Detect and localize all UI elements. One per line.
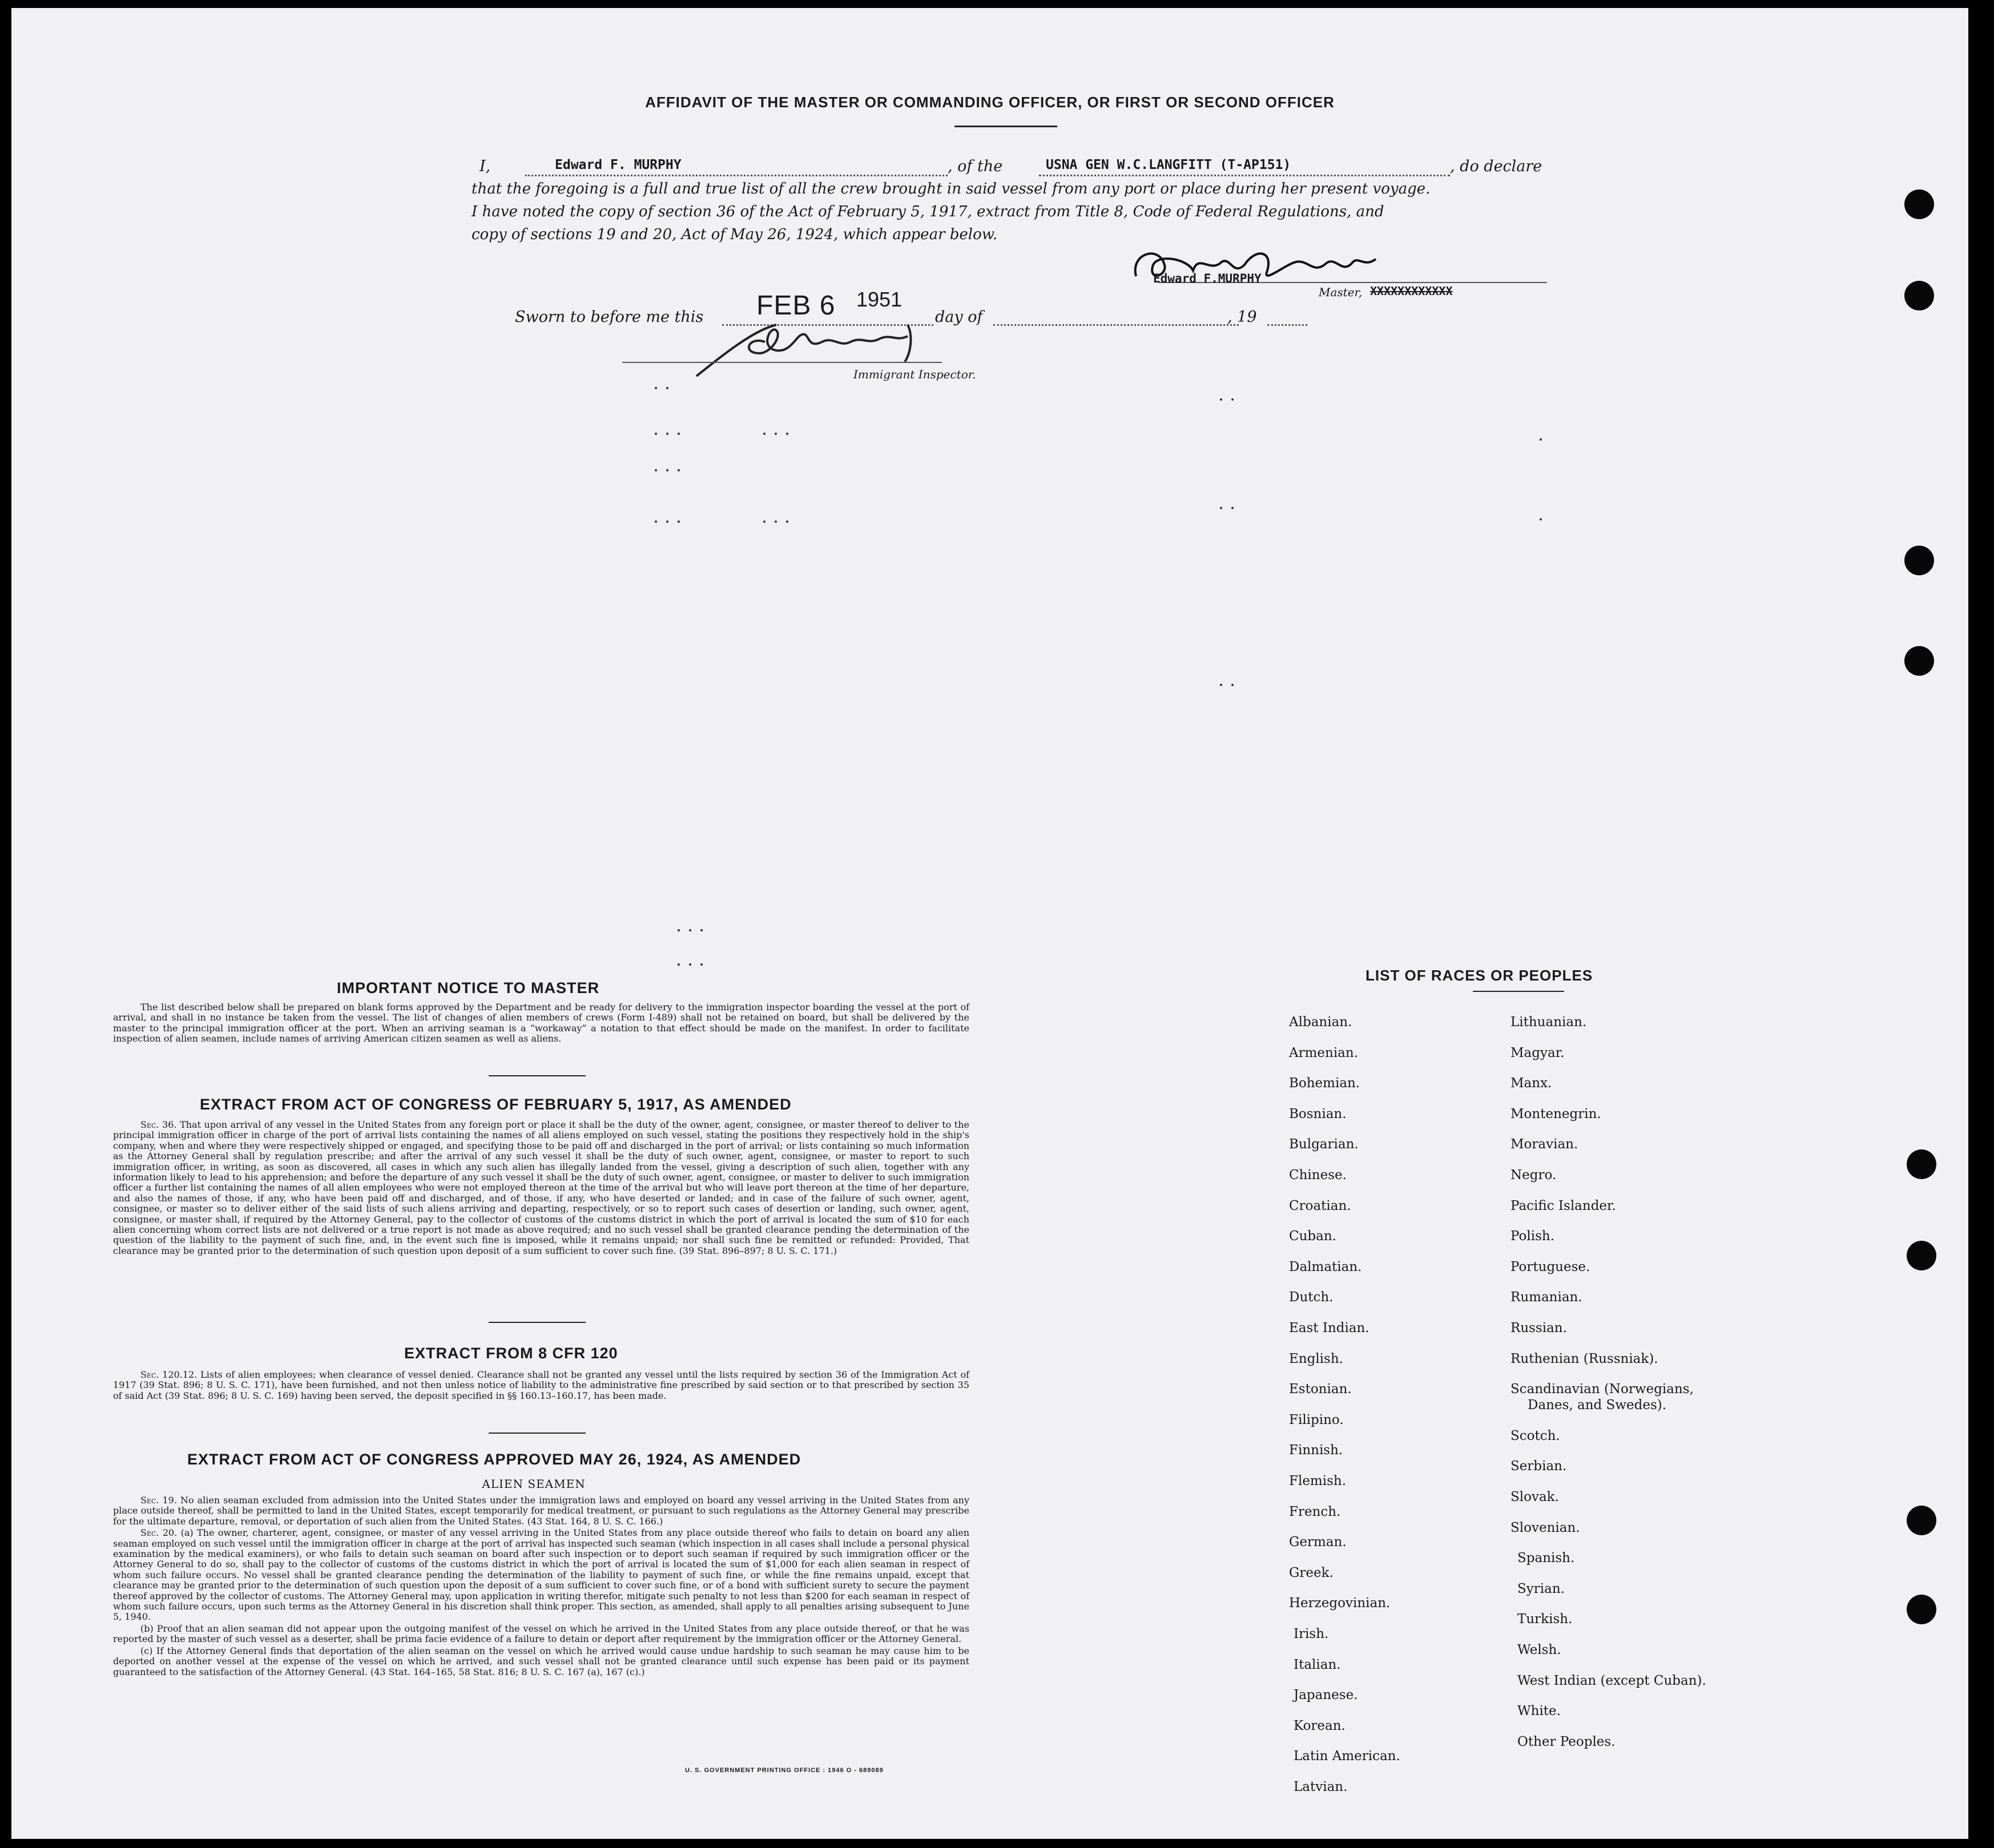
notice-paragraph: The list described below shall be prepared on blank forms approved by the Department and be ready for delivery to the immigration inspector boarding the vessel at the port of arrival, and shall in no instance be taken from the vessel. The list of changes of alien members of crews (Form I-489) shall not be retained on board, but shall be delivered by the master to the principal immigration officer at the port. When an arriving seaman is a “workaway” a notation to that effect should be made on the manifest. In order to facilitate inspection of alien seamen, include names of arriving American citizen seamen as well as aliens. bbox=[113, 1002, 969, 1044]
notice-body bbox=[113, 1002, 969, 1046]
mark bbox=[678, 469, 680, 471]
sec19-paragraph bbox=[113, 1495, 969, 1527]
alien-seamen-subtitle: ALIEN SEAMEN bbox=[482, 1477, 586, 1491]
race-right-item: Portuguese. bbox=[1510, 1259, 1590, 1274]
race-left-item: East Indian. bbox=[1289, 1321, 1369, 1335]
month-fill-line bbox=[993, 324, 1239, 326]
punch-hole bbox=[1904, 281, 1934, 310]
sec19-text: No alien seaman excluded from admission into the United States under the immigration laws and employed on board any vessel arriving in the United States from any place outside thereof, shall be permitted to land in the United States, except temporarily for medical treatment, or pursuant to such regulations as the Attorney General may prescribe for the ultimate departure, removal, or deportation of such alien from the United States. (43 Stat. 164, 8 U. S. C. 166.) bbox=[113, 1495, 969, 1527]
affidavit-line1-suffix: , do declare bbox=[1450, 158, 1542, 175]
sec36-paragraph bbox=[113, 1120, 969, 1256]
race-right-item: Pacific Islander. bbox=[1510, 1198, 1616, 1213]
race-right-item: White. bbox=[1517, 1704, 1561, 1719]
sworn-year: 1951 bbox=[856, 288, 903, 311]
mark bbox=[666, 520, 668, 523]
affidavit-line3: I have noted the copy of section 36 of the Act of February 5, 1917, extract from Title 8, Code of Federal Regulations, and bbox=[472, 203, 1384, 220]
mark bbox=[678, 963, 680, 966]
sec19-label: Sec. 19. bbox=[140, 1495, 177, 1506]
punch-hole bbox=[1904, 646, 1934, 676]
race-left-item: Albanian. bbox=[1289, 1015, 1352, 1030]
race-left-item: Latin American. bbox=[1294, 1749, 1400, 1764]
mark bbox=[666, 387, 668, 389]
mark bbox=[678, 929, 680, 931]
race-left-item: Estonian. bbox=[1289, 1382, 1352, 1397]
race-left-item: Croatian. bbox=[1289, 1198, 1351, 1213]
race-right-item: Spanish. bbox=[1517, 1551, 1575, 1566]
declarant-name: Edward F. MURPHY bbox=[555, 158, 682, 172]
extract-1924-title: EXTRACT FROM ACT OF CONGRESS APPROVED MAY 26, 1924, AS AMENDED bbox=[187, 1451, 801, 1468]
signature-name: Edward F.MURPHY bbox=[1153, 272, 1262, 285]
declarant-fill-line bbox=[525, 175, 948, 176]
mark bbox=[666, 469, 668, 471]
race-left-item: English. bbox=[1289, 1351, 1343, 1366]
mark bbox=[786, 520, 788, 523]
affidavit-title: AFFIDAVIT OF THE MASTER OR COMMANDING OFFICER, OR FIRST OR SECOND OFFICER bbox=[645, 94, 1335, 111]
document-page bbox=[11, 8, 1968, 1839]
punch-hole bbox=[1904, 189, 1934, 219]
mark bbox=[786, 433, 788, 435]
race-left-item: Bulgarian. bbox=[1289, 1137, 1359, 1152]
mark bbox=[1220, 398, 1222, 401]
mark bbox=[1220, 684, 1222, 686]
extract-cfr-title: EXTRACT FROM 8 CFR 120 bbox=[404, 1345, 618, 1362]
mark bbox=[689, 929, 691, 931]
race-right-item: Slovak. bbox=[1510, 1490, 1559, 1504]
race-right-item: Negro. bbox=[1510, 1168, 1557, 1183]
printer-footer: U. S. GOVERNMENT PRINTING OFFICE : 1946 O - 689089 bbox=[685, 1767, 884, 1774]
mark bbox=[1540, 438, 1542, 441]
race-left-item: Flemish. bbox=[1289, 1474, 1347, 1488]
affidavit-line1-prefix: I, bbox=[480, 158, 491, 175]
race-right-item: Slovenian. bbox=[1510, 1520, 1580, 1535]
affidavit-of-the: , of the bbox=[948, 158, 1003, 175]
sworn-stamp: FEB 6 bbox=[756, 290, 836, 321]
race-left-item: Greek. bbox=[1289, 1565, 1334, 1580]
punch-hole bbox=[1907, 1506, 1936, 1535]
race-right-item: Montenegrin. bbox=[1510, 1106, 1601, 1121]
race-left-item: Irish. bbox=[1294, 1627, 1329, 1641]
vessel-fill-line bbox=[1039, 175, 1450, 176]
race-left-item: German. bbox=[1289, 1535, 1347, 1550]
mark bbox=[1220, 507, 1222, 509]
extract-1917-body bbox=[113, 1120, 969, 1257]
race-right-item: West Indian (except Cuban). bbox=[1517, 1673, 1706, 1688]
affidavit-line2: that the foregoing is a full and true list of all the crew brought in said vessel from any port or place during her present voyage. bbox=[472, 180, 1431, 197]
notice-title: IMPORTANT NOTICE TO MASTER bbox=[337, 979, 599, 996]
race-left-item: Latvian. bbox=[1294, 1780, 1348, 1794]
mark bbox=[678, 520, 680, 523]
race-right-item: Russian. bbox=[1510, 1321, 1567, 1335]
mark bbox=[700, 963, 703, 966]
race-right-item: Danes, and Swedes). bbox=[1528, 1398, 1667, 1413]
race-left-item: Dalmatian. bbox=[1289, 1259, 1362, 1274]
punch-hole bbox=[1907, 1149, 1936, 1179]
race-right-item: Syrian. bbox=[1517, 1581, 1565, 1596]
mark bbox=[655, 387, 657, 389]
race-left-item: Cuban. bbox=[1289, 1229, 1336, 1244]
mark bbox=[1231, 684, 1234, 686]
vessel-name: USNA GEN W.C.LANGFITT (T-AP151) bbox=[1046, 158, 1291, 172]
race-right-item: Other Peoples. bbox=[1517, 1734, 1616, 1749]
race-right-item: Lithuanian. bbox=[1510, 1015, 1587, 1030]
race-left-item: Bosnian. bbox=[1289, 1106, 1347, 1121]
year-prefix: , 19 bbox=[1227, 308, 1257, 326]
race-right-item: Polish. bbox=[1510, 1229, 1555, 1244]
mark bbox=[666, 433, 668, 435]
race-right-item: Ruthenian (Russniak). bbox=[1510, 1351, 1658, 1366]
sec20a-paragraph bbox=[113, 1528, 969, 1623]
race-right-item: Rumanian. bbox=[1510, 1290, 1582, 1305]
mark bbox=[775, 520, 777, 523]
race-right-item: Welsh. bbox=[1517, 1643, 1561, 1657]
sec20b-paragraph: (b) Proof that an alien seaman did not appear upon the outgoing manifest of the vessel on which he arrived in the United States from any place outside thereof, or that he was reported by the master of such vessel as a deserter, shall be prima facie evidence of a failure to detain or deport after requirement by the immigration officer or the Attorney General. bbox=[113, 1623, 969, 1645]
races-title: LIST OF RACES OR PEOPLES bbox=[1365, 967, 1593, 984]
sec120-text: Lists of alien employees; when clearance of vessel denied. Clearance shall not be granted any vessel until the lists required by section 36 of the Immigration Act of 1917 (39 Stat. 896; 8 U. S. C. 171), have been furnished, and not then unless notice of liability to the administrative fine prescribed by said section or to that prescribed by section 35 of said Act (39 Stat. 896; 8 U. S. C. 169) having been served, the deposit specified in §§ 160.13–160.17, has been made. bbox=[113, 1369, 970, 1401]
sec20c-paragraph: (c) If the Attorney General finds that deportation of the alien seaman on the vessel on which he arrived would cause undue hardship to such seaman he may cause him to be deported on another vessel at the expense of the vessel on which he arrived, and such vessel shall not be granted clearance until such expense has been paid or its payment guaranteed to the satisfaction of the Attorney General. (43 Stat. 164–165, 58 Stat. 816; 8 U. S. C. 167 (a), 167 (c).) bbox=[113, 1645, 969, 1677]
mark bbox=[655, 433, 657, 435]
race-left-item: Korean. bbox=[1294, 1718, 1346, 1733]
race-right-item: Scandinavian (Norwegians, bbox=[1510, 1382, 1694, 1397]
mark bbox=[678, 433, 680, 435]
sec120-paragraph bbox=[113, 1370, 969, 1401]
master-label: Master, bbox=[1319, 285, 1363, 299]
struck-title: XXXXXXXXXXXX bbox=[1370, 284, 1453, 298]
punch-hole bbox=[1904, 546, 1934, 575]
year-fill-line bbox=[1267, 324, 1307, 326]
race-right-item: Moravian. bbox=[1510, 1137, 1578, 1152]
race-left-item: Italian. bbox=[1294, 1657, 1341, 1672]
race-right-item: Manx. bbox=[1510, 1076, 1552, 1091]
race-left-item: Chinese. bbox=[1289, 1168, 1347, 1183]
sec36-label: Sec. 36. bbox=[140, 1119, 177, 1130]
race-left-item: Filipino. bbox=[1289, 1412, 1344, 1427]
sec20a-text: (a) The owner, charterer, agent, consignee, or master of any vessel arriving in the United States from any place outside thereof who fails to detain on board any alien seaman employed on such vessel until the immigration officer in charge at the port of arrival has inspected such seaman (which inspection in all cases shall include a personal physical examination by the medical examiners), or who fails to detain such seaman on board after such inspection or to deport such seaman if required by such immigration officer or the Attorney General to do so, shall pay to the collector of customs of the customs district in which the port of arrival is located the sum of $1,000 for each alien seaman in respect of whom such failure occurs. No vessel shall be granted clearance pending the determination of the liability to payment of such fine, or while the fine remains unpaid, except that clearance may be granted prior to the determination of such question upon the deposit of a sum sufficient to cover such fine, or of a bond with sufficient surety to secure the payment thereof approved by the collector of customs. The Attorney General may, upon application in writing therefor, mitigate such penalty to not less than $200 for each seaman in respect of whom such failure occurs, upon such terms as the Attorney General in his discretion shall think proper. This section, as amended, shall apply to all penalties arising subsequent to June 5, 1940. bbox=[113, 1527, 970, 1623]
race-right-item: Scotch. bbox=[1510, 1428, 1560, 1443]
race-right-item: Turkish. bbox=[1517, 1612, 1573, 1627]
extract-1924-body bbox=[113, 1495, 969, 1678]
day-of: day of bbox=[935, 308, 983, 326]
master-signature bbox=[1125, 242, 1410, 293]
race-left-item: Armenian. bbox=[1289, 1045, 1359, 1060]
mark bbox=[763, 520, 766, 523]
race-left-item: Finnish. bbox=[1289, 1443, 1343, 1458]
race-right-item: Serbian. bbox=[1510, 1459, 1567, 1474]
inspector-signature-line bbox=[622, 362, 942, 363]
affidavit-line4: copy of sections 19 and 20, Act of May 26, 1924, which appear below. bbox=[472, 226, 998, 243]
race-left-item: Dutch. bbox=[1289, 1290, 1334, 1305]
races-rule bbox=[1473, 991, 1564, 992]
mark bbox=[689, 963, 691, 966]
mark bbox=[1231, 398, 1234, 401]
extract-1917-title: EXTRACT FROM ACT OF CONGRESS OF FEBRUARY 5, 1917, AS AMENDED bbox=[200, 1096, 792, 1113]
title-rule bbox=[954, 126, 1057, 127]
race-left-item: Japanese. bbox=[1294, 1688, 1358, 1703]
sec36-text: That upon arrival of any vessel in the United States from any foreign port or place it shall be the duty of the owner, agent, consignee, or master thereof to deliver to the principal immigration officer in charge of the port of arrival lists containing the names of all aliens employed on such vessel, stating the positions they respectively hold in the ship's company, when and where they were respectively shipped or engaged, and specifying those to be paid off and discharged in the port of arrival; or lists containing so much information as the Attorney General shall by regulation prescribe; and after the arrival of any such vessel it shall be the duty of such owner, agent, consignee, or master to report to such immigration officer, in writing, as soon as discovered, all cases in which any such alien has illegally landed from the vessel, giving a description of such alien, together with any information likely to lead to his apprehension; and before the departure of any such vessel it shall be the duty of such owner, agent, consignee, or master to deliver to such immigration officer a further list containing the names of all alien employees who were not employed thereon at the time of the arrival but who will leave port thereon at the time of her departure, and also the names of those, if any, who have been paid off and discharged, and of those, if any, who have deserted or landed; and in case of the failure of such owner, agent, consignee, or master so to deliver either of the said lists of such aliens arriving and departing, respectively, or so to report such cases of desertion or landing, such owner, agent, consignee, or master shall, if required by the Attorney General, pay to the collector of customs of the customs district in which the port of arrival is located the sum of $10 for each alien concerning whom correct lists are not delivered or a true report is not made as above required; and no such vessel shall be granted clearance pending the determination of the question of the liability to the payment of such fine, and, in the event such fine is imposed, while it remains unpaid; nor shall such fine be remitted or refunded: Provided, That clearance may be granted prior to the determination of such question upon deposit of a sum sufficient to cover such fine. (39 Stat. 896–897; 8 U. S. C. 171.) bbox=[113, 1119, 970, 1256]
punch-hole bbox=[1907, 1595, 1936, 1624]
inspector-label: Immigrant Inspector. bbox=[853, 368, 976, 381]
race-left-item: French. bbox=[1289, 1504, 1341, 1519]
mark bbox=[655, 520, 657, 523]
mark bbox=[1540, 518, 1542, 520]
race-right-item: Magyar. bbox=[1510, 1045, 1565, 1060]
mark bbox=[655, 469, 657, 471]
race-left-item: Bohemian. bbox=[1289, 1076, 1360, 1091]
punch-hole bbox=[1907, 1241, 1936, 1270]
sworn-prefix: Sworn to before me this bbox=[515, 308, 704, 326]
mark bbox=[775, 433, 777, 435]
mark bbox=[1231, 507, 1234, 509]
notice-rule bbox=[489, 1075, 586, 1076]
race-left-item: Herzegovinian. bbox=[1289, 1596, 1391, 1611]
mark bbox=[700, 929, 703, 931]
extract-cfr-rule bbox=[489, 1433, 586, 1434]
sec120-label: Sec. 120.12. bbox=[140, 1369, 198, 1380]
extract-1917-rule bbox=[489, 1322, 586, 1323]
mark bbox=[763, 433, 766, 435]
extract-cfr-body bbox=[113, 1370, 969, 1402]
sec20-label: Sec. 20. bbox=[140, 1527, 178, 1539]
